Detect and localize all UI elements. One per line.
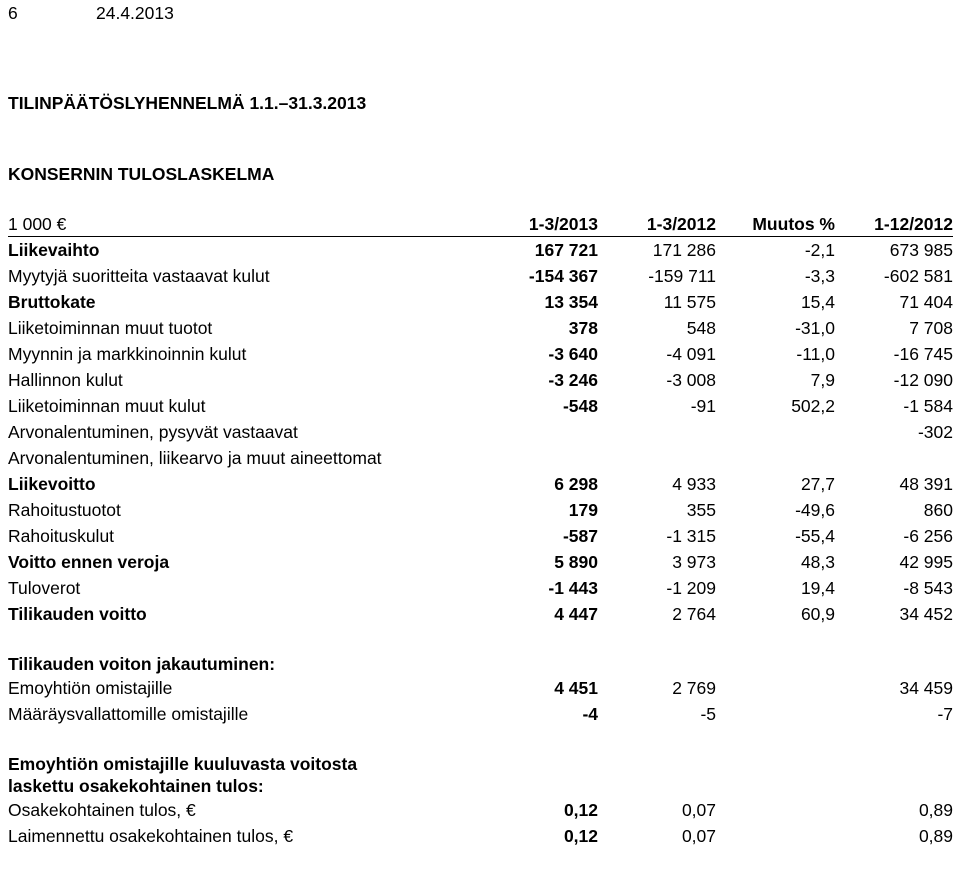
row-value: -3 246 — [548, 370, 598, 390]
row-value: -7 — [937, 704, 953, 724]
row-value: 4 447 — [554, 604, 598, 624]
row-value: 11 575 — [663, 292, 716, 312]
row-value: 5 890 — [554, 552, 598, 572]
row-label: Liiketoiminnan muut kulut — [8, 396, 206, 416]
column-header: Muutos % — [716, 212, 835, 237]
row-value — [487, 419, 598, 445]
table-row — [8, 601, 953, 627]
row-value: -3 640 — [548, 344, 598, 364]
row-value: 378 — [568, 318, 598, 338]
row-label: Liikevoitto — [8, 474, 96, 494]
row-value: -91 — [690, 396, 716, 416]
row-label — [8, 627, 953, 653]
table-row — [8, 315, 953, 341]
row-value: 4 933 — [672, 474, 716, 494]
row-value: -6 256 — [903, 526, 953, 546]
row-value: 0,12 — [563, 826, 598, 846]
row-value: -4 — [582, 704, 598, 724]
row-value — [716, 797, 835, 823]
row-value: -8 543 — [903, 578, 953, 598]
row-value: -3 008 — [666, 370, 716, 390]
row-value: 0,07 — [681, 826, 716, 846]
row-value: 27,7 — [800, 474, 835, 494]
row-value: -31,0 — [795, 318, 835, 338]
row-value: 2 769 — [672, 678, 716, 698]
column-header: 1-3/2013 — [487, 212, 598, 237]
row-value: 4 451 — [554, 678, 598, 698]
row-value: -159 711 — [648, 266, 716, 286]
row-value — [716, 701, 835, 727]
table-row — [8, 549, 953, 575]
row-label: Tuloverot — [8, 578, 81, 598]
row-value: 7 708 — [909, 318, 953, 338]
table-row — [8, 341, 953, 367]
row-label: Emoyhtiön omistajille — [8, 678, 173, 698]
row-value: -602 581 — [883, 266, 953, 286]
section-title — [8, 753, 953, 775]
row-value — [716, 445, 835, 471]
row-value: 673 985 — [889, 240, 953, 260]
row-label: Arvonalentuminen, pysyvät vastaavat — [8, 422, 298, 442]
row-value: -49,6 — [795, 500, 835, 520]
table-row — [8, 701, 953, 727]
table-row — [8, 523, 953, 549]
unit-label: 1 000 € — [8, 212, 487, 237]
row-value: 179 — [568, 500, 598, 520]
row-value: 3 973 — [672, 552, 716, 572]
row-value: -1 315 — [666, 526, 716, 546]
row-value: 42 995 — [899, 552, 953, 572]
row-label: Voitto ennen veroja — [8, 552, 170, 572]
row-value: 0,07 — [681, 800, 716, 820]
table-row — [8, 471, 953, 497]
row-label: Tilikauden voiton jakautuminen: — [8, 654, 276, 674]
row-value: -1 209 — [666, 578, 716, 598]
row-label: Liikevaihto — [8, 240, 100, 260]
row-value: -1 584 — [903, 396, 953, 416]
table-row — [8, 797, 953, 823]
table-row — [8, 237, 953, 264]
table-row — [8, 675, 953, 701]
row-value: -5 — [700, 704, 716, 724]
row-value: 13 354 — [544, 292, 598, 312]
row-value: -1 443 — [548, 578, 598, 598]
table-row — [8, 497, 953, 523]
row-value: -587 — [562, 526, 598, 546]
page-number: 6 — [8, 3, 18, 23]
row-value: 7,9 — [810, 370, 835, 390]
row-label: laskettu osakekohtainen tulos: — [8, 776, 264, 796]
row-label: Rahoituskulut — [8, 526, 115, 546]
row-value: -11,0 — [796, 344, 835, 364]
table-row — [8, 445, 953, 471]
row-value — [598, 445, 716, 471]
spacer-row — [8, 727, 953, 753]
section-title — [8, 775, 953, 797]
row-value: 171 286 — [652, 240, 716, 260]
income-statement-table — [8, 212, 953, 849]
table-row — [8, 263, 953, 289]
row-value: 48 391 — [899, 474, 953, 494]
row-value: 548 — [686, 318, 716, 338]
row-value: 2 764 — [672, 604, 716, 624]
row-label: Hallinnon kulut — [8, 370, 123, 390]
row-value: 6 298 — [554, 474, 598, 494]
row-value: -16 745 — [893, 344, 953, 364]
row-label — [8, 727, 953, 753]
row-label: Myytyjä suoritteita vastaavat kulut — [8, 266, 270, 286]
table-row — [8, 823, 953, 849]
row-label: Tilikauden voitto — [8, 604, 147, 624]
row-value: 0,89 — [918, 800, 953, 820]
table-row — [8, 367, 953, 393]
row-value: 167 721 — [534, 240, 598, 260]
table-row — [8, 393, 953, 419]
statement-title: KONSERNIN TULOSLASKELMA — [8, 164, 275, 184]
row-value: 355 — [686, 500, 716, 520]
row-value: -4 091 — [666, 344, 716, 364]
section-title — [8, 653, 953, 675]
row-value — [487, 445, 598, 471]
row-value — [835, 445, 953, 471]
row-value — [716, 419, 835, 445]
row-value: -55,4 — [795, 526, 835, 546]
row-value — [716, 823, 835, 849]
row-value: -2,1 — [804, 240, 835, 260]
row-value: -302 — [917, 422, 953, 442]
row-value: 34 452 — [899, 604, 953, 624]
row-value: 48,3 — [800, 552, 835, 572]
row-label: Laimennettu osakekohtainen tulos, € — [8, 826, 294, 846]
row-label: Osakekohtainen tulos, € — [8, 800, 196, 820]
row-value: 34 459 — [899, 678, 953, 698]
row-value: 860 — [923, 500, 953, 520]
column-header: 1-12/2012 — [835, 212, 953, 237]
row-label: Arvonalentuminen, liikearvo ja muut aineettomat — [8, 448, 382, 468]
row-value — [716, 675, 835, 701]
row-value: -548 — [562, 396, 598, 416]
row-value: 60,9 — [800, 604, 835, 624]
table-row — [8, 419, 953, 445]
spacer-row — [8, 627, 953, 653]
row-value: -154 367 — [528, 266, 598, 286]
report-date: 24.4.2013 — [96, 3, 174, 23]
row-label: Liiketoiminnan muut tuotot — [8, 318, 213, 338]
table-header-row — [8, 212, 953, 237]
row-label: Myynnin ja markkinoinnin kulut — [8, 344, 247, 364]
row-value: 19,4 — [800, 578, 835, 598]
row-value: 502,2 — [791, 396, 835, 416]
table-row — [8, 575, 953, 601]
row-label: Määräysvallattomille omistajille — [8, 704, 249, 724]
report-title: TILINPÄÄTÖSLYHENNELMÄ 1.1.–31.3.2013 — [8, 93, 367, 113]
row-value: -12 090 — [893, 370, 953, 390]
row-value: 71 404 — [899, 292, 953, 312]
row-value: -3,3 — [804, 266, 835, 286]
row-value — [598, 419, 716, 445]
row-value: 0,12 — [563, 800, 598, 820]
row-label: Bruttokate — [8, 292, 96, 312]
row-value: 15,4 — [800, 292, 835, 312]
table-row — [8, 289, 953, 315]
column-header: 1-3/2012 — [598, 212, 716, 237]
row-value: 0,89 — [918, 826, 953, 846]
row-label: Emoyhtiön omistajille kuuluvasta voitosta — [8, 754, 358, 774]
row-label: Rahoitustuotot — [8, 500, 121, 520]
